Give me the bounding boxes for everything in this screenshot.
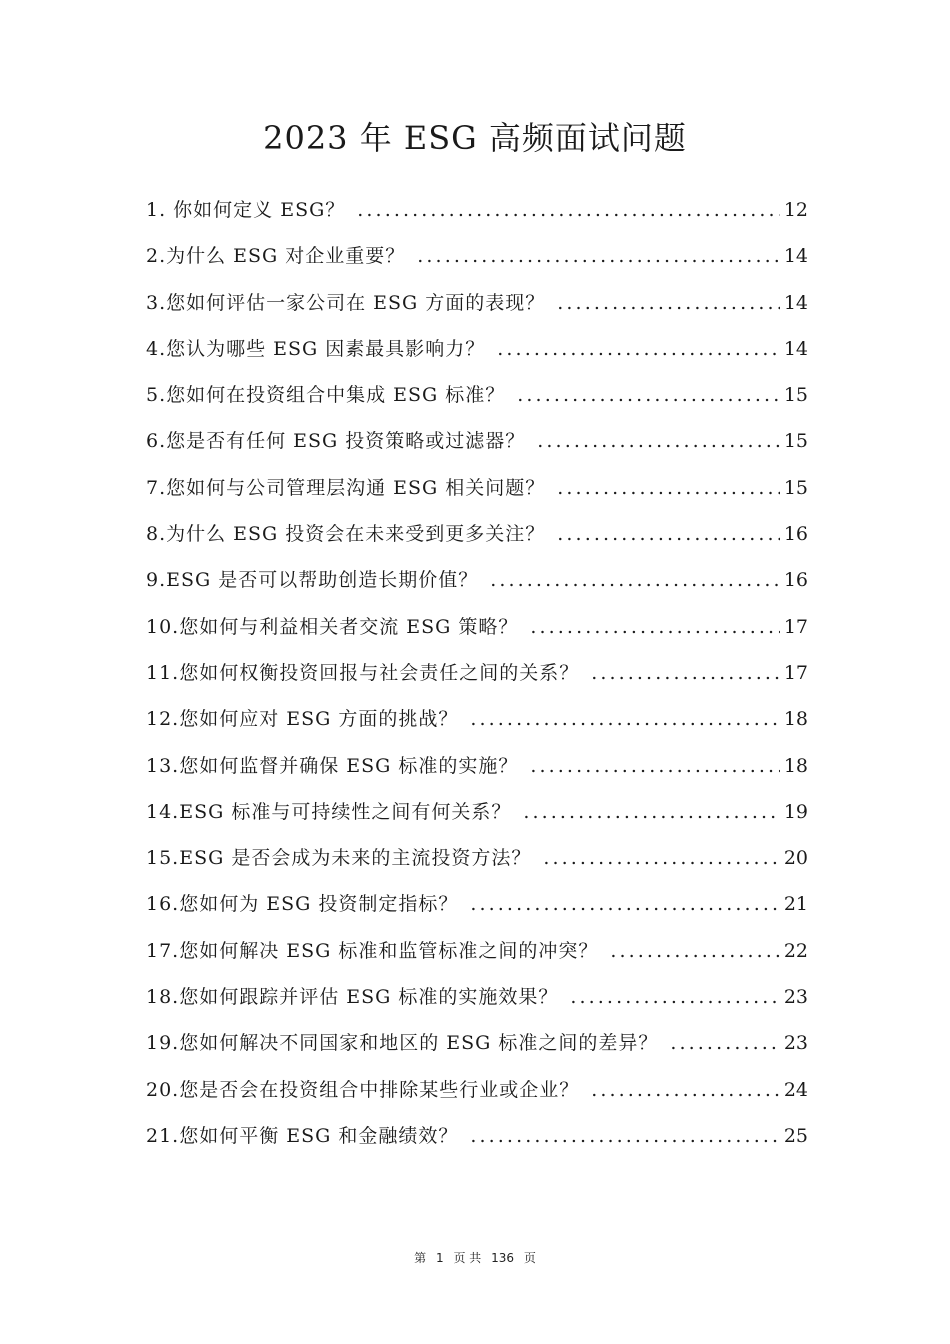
toc-entry-text: 10.您如何与利益相关者交流 ESG 策略？ [146,615,519,638]
toc-entry[interactable] [146,977,808,1023]
toc-leader-dots [670,1023,779,1063]
toc-page-number: 18 [783,754,808,777]
toc-page-number: 17 [783,661,808,684]
toc-entry-text: 1. 你如何定义 ESG？ [146,199,346,221]
toc-entry[interactable] [146,838,808,884]
toc-entry[interactable] [146,329,808,375]
toc-page-number: 24 [783,1078,808,1101]
toc-entry[interactable] [146,236,808,282]
toc-entry-text: 12.您如何应对 ESG 方面的挑战？ [146,708,459,731]
toc-entry-text: 14.ESG 标准与可持续性之间有何关系？ [146,800,512,823]
toc-page-number: 23 [783,1032,808,1055]
toc-entry-text: 6.您是否有任何 ESG 投资策略或过滤器？ [146,430,526,453]
toc-page-number: 16 [783,569,808,592]
toc-entry[interactable] [146,1070,808,1116]
toc-leader-dots [537,421,780,461]
toc-leader-dots [517,375,780,415]
toc-leader-dots [470,699,779,739]
toc-entry-text: 5.您如何在投资组合中集成 ESG 标准？ [146,384,506,407]
toc-entry-text: 7.您如何与公司管理层沟通 ESG 相关问题？ [146,476,546,499]
toc-entry[interactable] [146,514,808,560]
toc-page-number: 15 [783,430,808,453]
toc-leader-dots [543,838,779,878]
toc-leader-dots [470,884,779,924]
toc-leader-dots [530,607,779,647]
toc-page-number: 15 [783,476,808,499]
footer-prefix: 第 [414,1251,427,1265]
toc-page-number: 21 [783,893,808,916]
footer-total-pages: 136 [491,1251,515,1265]
footer-middle: 页 共 [453,1251,482,1265]
toc-entry[interactable] [146,699,808,745]
toc-entry[interactable] [146,1023,808,1069]
toc-leader-dots [557,514,780,554]
toc-leader-dots [470,1116,779,1156]
toc-entry-text: 19.您如何解决不同国家和地区的 ESG 标准之间的差异？ [146,1032,659,1055]
toc-entry[interactable] [146,884,808,930]
toc-leader-dots [523,792,779,832]
toc-entry[interactable] [146,653,808,699]
page-footer [0,1249,950,1266]
toc-entry-text: 4.您认为哪些 ESG 因素最具影响力？ [146,337,486,360]
toc-page-number: 14 [783,245,808,268]
toc-leader-dots [357,190,780,230]
toc-entry[interactable] [146,746,808,792]
toc-entry-text: 17.您如何解决 ESG 标准和监管标准之间的冲突？ [146,939,599,962]
toc-page-number: 15 [783,384,808,407]
toc-entry-text: 11.您如何权衡投资回报与社会责任之间的关系？ [146,661,580,684]
toc-page-number: 23 [783,986,808,1009]
toc-leader-dots [497,329,780,369]
page-title: 2023 年 ESG 高频面试问题 [263,119,687,157]
toc-leader-dots [591,653,780,693]
toc-leader-dots [610,931,779,971]
toc-entry-text: 3.您如何评估一家公司在 ESG 方面的表现？ [146,291,546,314]
toc-leader-dots [417,236,780,276]
toc-leader-dots [530,746,779,786]
toc-entry[interactable] [146,190,808,236]
toc-page-number: 20 [783,847,808,870]
toc-page-number: 12 [783,199,808,221]
toc-page-number: 17 [783,615,808,638]
toc-entry-text: 18.您如何跟踪并评估 ESG 标准的实施效果？ [146,986,559,1009]
toc-leader-dots [591,1070,780,1110]
toc-entry-text: 15.ESG 是否会成为未来的主流投资方法？ [146,847,532,870]
toc-page-number: 19 [783,800,808,823]
toc-leader-dots [570,977,779,1017]
toc-entry-text: 20.您是否会在投资组合中排除某些行业或企业？ [146,1078,580,1101]
toc-entry[interactable] [146,421,808,467]
table-of-contents [146,190,808,1162]
toc-page-number: 16 [783,523,808,546]
toc-entry-text: 16.您如何为 ESG 投资制定指标？ [146,893,459,916]
toc-leader-dots [557,468,780,508]
toc-page-number: 14 [783,337,808,360]
toc-entry-text: 13.您如何监督并确保 ESG 标准的实施？ [146,754,519,777]
footer-suffix: 页 [523,1251,536,1265]
toc-entry[interactable] [146,375,808,421]
toc-entry[interactable] [146,792,808,838]
footer-current-page: 1 [435,1251,444,1265]
toc-entry[interactable] [146,283,808,329]
toc-entry[interactable] [146,468,808,514]
toc-leader-dots [557,283,780,323]
toc-entry[interactable] [146,931,808,977]
toc-entry-text: 2.为什么 ESG 对企业重要？ [146,245,406,268]
toc-page-number: 25 [783,1124,808,1147]
toc-entry[interactable] [146,560,808,606]
toc-page-number: 18 [783,708,808,731]
toc-entry-text: 21.您如何平衡 ESG 和金融绩效？ [146,1124,459,1147]
toc-entry-text: 9.ESG 是否可以帮助创造长期价值？ [146,569,479,592]
toc-leader-dots [490,560,780,600]
toc-page-number: 22 [783,939,808,962]
toc-page-number: 14 [783,291,808,314]
toc-entry[interactable] [146,1116,808,1162]
toc-entry[interactable] [146,607,808,653]
toc-entry-text: 8.为什么 ESG 投资会在未来受到更多关注？ [146,523,546,546]
